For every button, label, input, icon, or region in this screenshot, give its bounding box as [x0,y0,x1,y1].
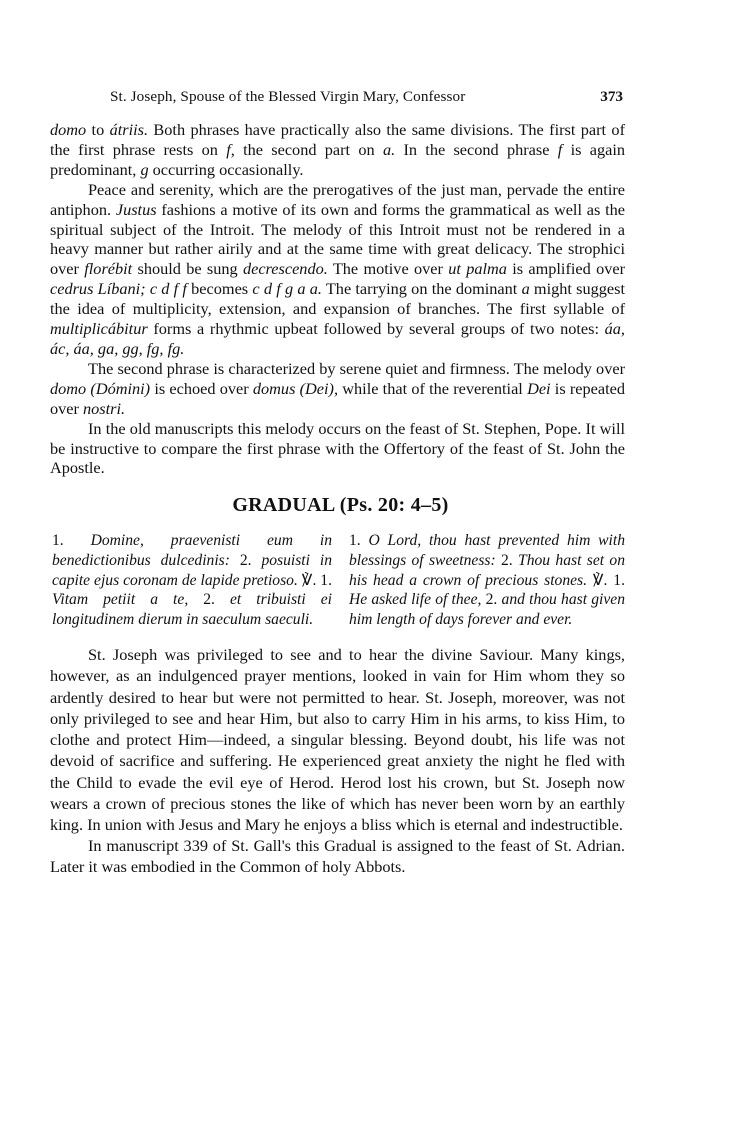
paragraph [50,120,625,180]
psalm-reference: (Ps. 20: 4–5) [339,494,449,517]
gradual-heading [50,494,625,517]
italic-run: O Lord, thou hast prevented him with blessings of sweetness: [349,532,625,569]
text-run: In the old manuscripts this melody occurs on the feast of St. Stephen, Pope. It will be instructive to compare the first phrase with the Offertory of the feast of St. John the Apostle. [50,418,625,478]
italic-run: átriis. [109,120,149,139]
text-run: while that of the reverential [338,378,528,398]
text-run: In the second phrase [395,139,558,159]
intro-section [50,120,625,478]
italic-run: cedrus Líbani; c d f f [50,279,187,299]
italic-run: nostri. [83,398,126,418]
italic-run: florébit [84,259,133,279]
italic-run: ut palma [448,259,507,279]
text-run: the second part on [234,139,383,159]
text-run: 1. [52,532,91,550]
italic-run: g [140,159,149,179]
italic-run: f [557,139,563,159]
italic-run: domus (Dei), [252,378,339,398]
text-run: The motive over [327,259,449,279]
italic-run: c d f g a a. [252,279,322,299]
text-run: The second phrase is characterized by serene quiet and firmness. The melody over [88,358,625,378]
italic-run: f, [226,139,235,159]
italic-run: Thou hast set on his head a crown of precious stones. [349,551,625,589]
italic-run: domo [50,120,87,139]
text-run: ℣. 1. [297,571,333,589]
text-run: to [86,120,110,139]
text-run: 2. [188,591,230,609]
text-run: is again predominant, [50,139,625,179]
latin-text [50,531,332,629]
text-run: should be sung [132,259,243,279]
italic-run: Dei [527,378,551,398]
running-head [50,88,625,106]
italic-run: áa, ác, áa, ga, gg, fg, fg. [50,319,625,358]
text-run: Both phrases have practically also the same divisions. The first part of the first phrase rests on [50,120,625,159]
text-run: 2. [495,551,519,569]
italic-run: a. [382,139,396,159]
paragraph [50,644,625,835]
paragraph [50,180,625,359]
italic-run: decrescendo. [242,259,328,279]
book-page [50,88,625,878]
text-run: is amplified over [506,259,626,279]
italic-run: and thou hast given him length of days forever and ever. [349,591,626,628]
italic-run: Domine, praevenisti eum in benedictionibus dulcedinis: [52,532,332,569]
text-run: St. Joseph was privileged to see and to hear the divine Saviour. Many kings, however, as an indulgenced prayer mentions, looked in vain for Him whom they so ardently desired to hear but were not permitted to hear. St. Joseph, moreover, was not only privileged to see and hear Him, but also to carry Him in his arms, to kiss Him, to clothe and protect Him—indeed, a singular blessing. Beyond doubt, his life was not devoid of sacrifice and suffering. He experienced great anxiety the night he fled with the Child to evade the evil eye of Herod. Herod lost his crown, but St. Joseph now wears a crown of precious stones the like of which has never been worn by an earthly king. In union with Jesus and Mary he enjoys a bliss which is eternal and indestructible. [50,645,625,834]
paragraph [50,835,625,877]
text-run: 1. [349,532,369,550]
text-run: 2. [481,591,502,609]
gradual-title: GRADUAL [232,494,335,517]
italic-run: a [521,279,530,299]
text-run: forms a rhythmic upbeat followed by several groups of two notes: [147,319,605,339]
italic-run: Vitam petiit a te, [52,591,189,609]
text-run: Peace and serenity, which are the prerogatives of the just man, pervade the entire antiphon. [50,179,625,219]
paragraph [50,419,625,479]
italic-run: domo (Dómini) [50,378,151,398]
text-run: In manuscript 339 of St. Gall's this Gradual is assigned to the feast of St. Adrian. Later it was embodied in the Common of holy Abbots. [50,836,625,877]
text-run: fashions a motive of its own and forms the grammatical as well as the spiritual subject of the Introit. The melody of this Introit must not be rendered in a heavy manner but rather airily and at the same time with great delicacy. The strophici over [50,199,625,279]
english-translation [349,531,625,629]
text-run: might suggest the idea of multiplicity, extension, and expansion of branches. The first syllable of [50,279,626,319]
commentary-section [50,644,625,877]
text-run: occurring occasionally. [148,159,304,179]
italic-run: posuisti in capite ejus coronam de lapide pretioso. [52,551,332,589]
italic-run: He asked life of thee, [349,591,482,609]
text-run: ℣. 1. [587,571,625,589]
gradual-text-columns [50,531,625,629]
italic-run: et tribuisti ei longitudinem dierum in saeculum saeculi. [52,591,332,628]
text-run: becomes [186,279,253,299]
running-title: St. Joseph, Spouse of the Blessed Virgin Mary, Confessor [110,88,466,105]
text-run: 2. [229,551,262,569]
italic-run: multiplicábitur [50,319,148,339]
paragraph [50,359,625,419]
text-run: The tarrying on the dominant [321,279,522,299]
text-run: is repeated over [50,378,626,418]
page-number: 373 [600,88,623,105]
text-run: is echoed over [150,378,253,398]
italic-run: Justus [115,199,157,219]
